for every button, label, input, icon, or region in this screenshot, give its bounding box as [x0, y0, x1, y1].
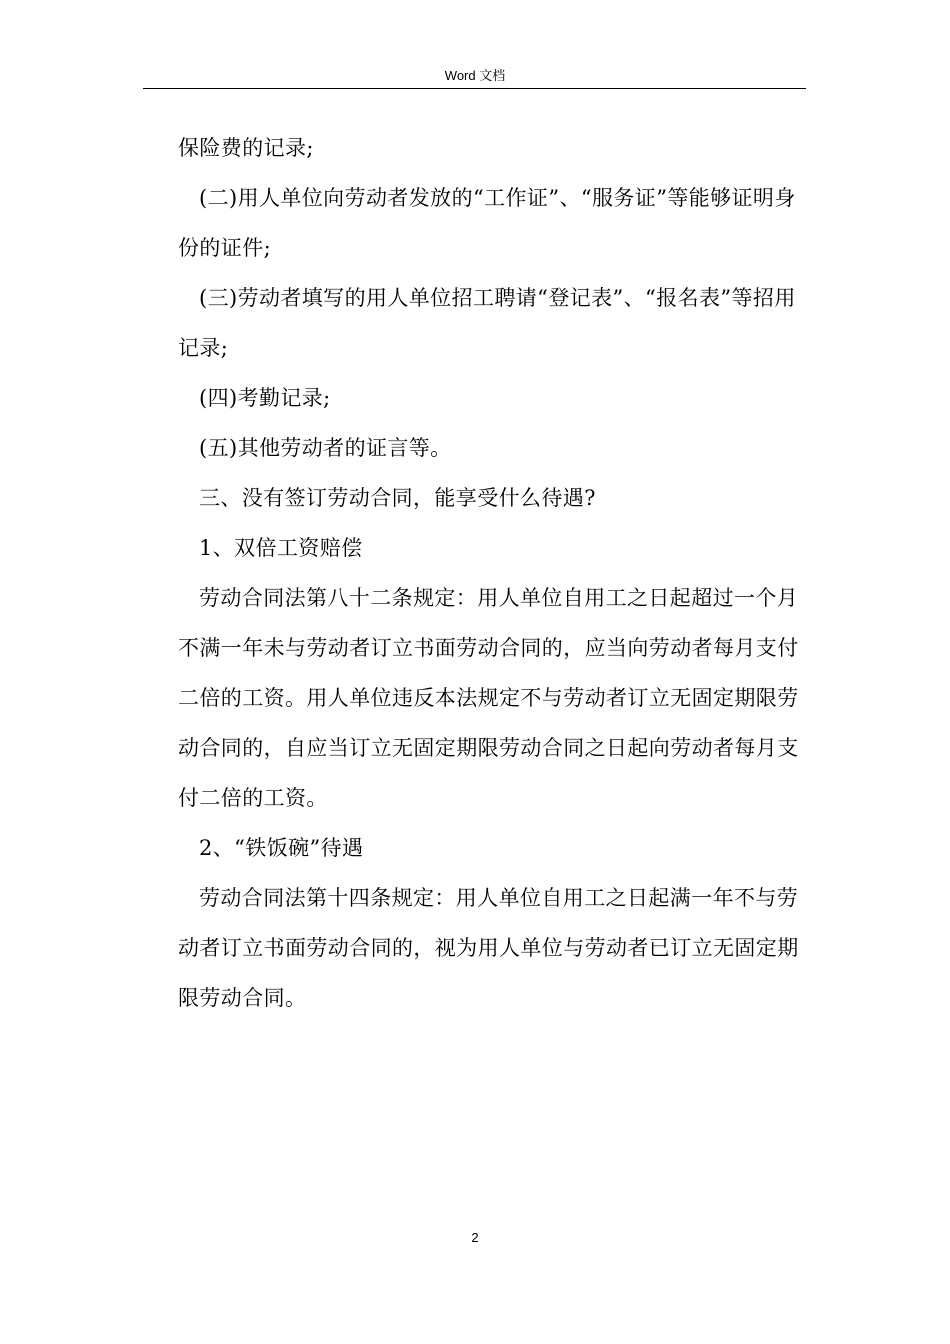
paragraph: (二)用人单位向劳动者发放的“工作证”、“服务证”等能够证明身份的证件;	[178, 186, 796, 260]
paragraph: 劳动合同法第十四条规定：用人单位自用工之日起满一年不与劳动者订立书面劳动合同的，视为用人单位与劳动者已订立无固定期限劳动合同。	[178, 886, 799, 1010]
paragraph: (五)其他劳动者的证言等。	[199, 436, 452, 460]
paragraph: (三)劳动者填写的用人单位招工聘请“登记表”、“报名表”等招用记录;	[178, 286, 796, 360]
page-header-title: Word 文档	[444, 68, 506, 83]
subsection-heading: 1、双倍工资赔偿	[199, 536, 363, 560]
paragraph: 保险费的记录;	[178, 136, 314, 160]
section-heading: 三、没有签订劳动合同，能享受什么待遇?	[199, 486, 596, 510]
page-number: 2	[471, 1230, 479, 1245]
document-body	[178, 123, 808, 1023]
header-divider	[143, 88, 806, 89]
paragraph: 劳动合同法第八十二条规定：用人单位自用工之日起超过一个月不满一年未与劳动者订立书面劳动合同的，应当向劳动者每月支付二倍的工资。用人单位违反本法规定不与劳动者订立无固定期限劳动合同的，自应当订立无固定期限劳动合同之日起向劳动者每月支付二倍的工资。	[178, 586, 799, 810]
subsection-heading: 2、“铁饭碗”待遇	[199, 836, 364, 860]
paragraph: (四)考勤记录;	[199, 386, 331, 410]
